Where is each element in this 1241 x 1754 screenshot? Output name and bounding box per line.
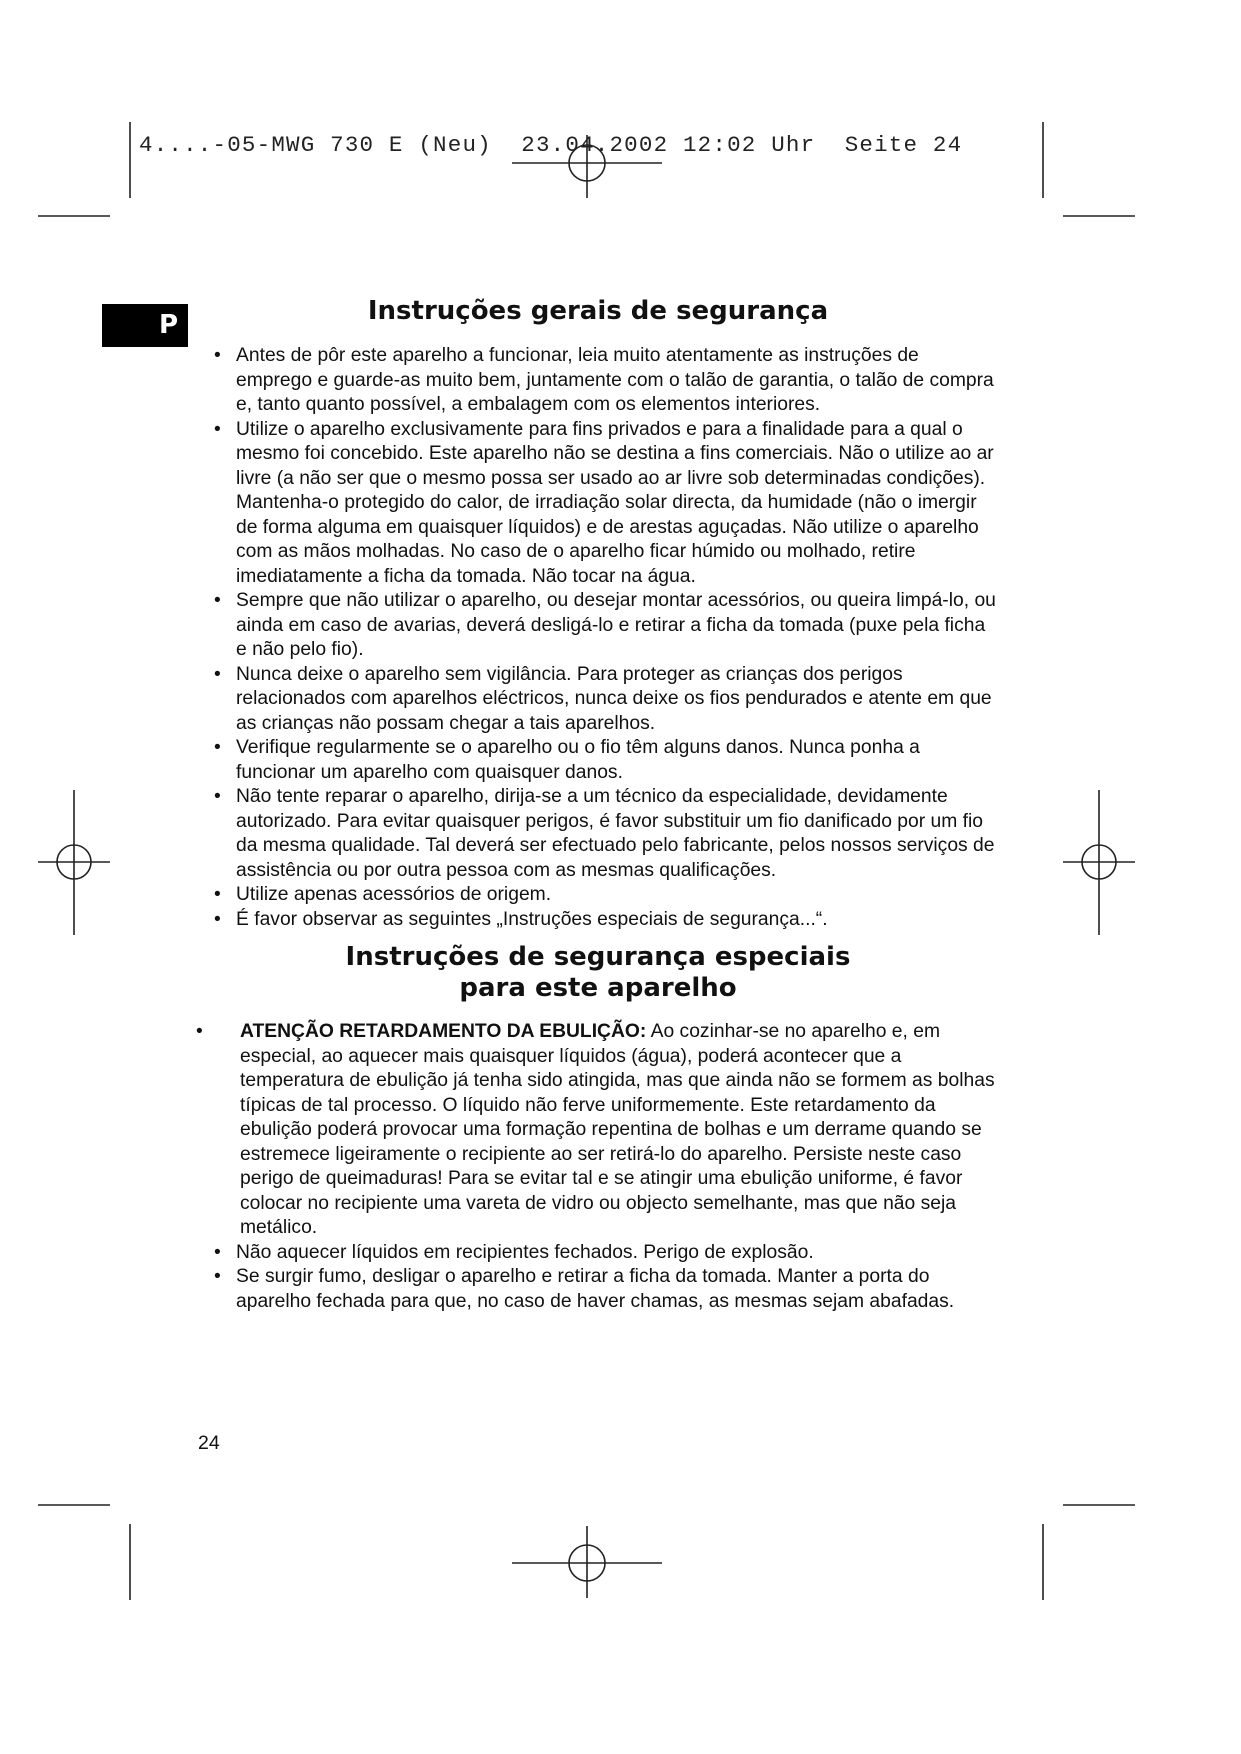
bullet: • <box>214 786 221 807</box>
list-item-text: Ao cozinhar-se no aparelho e, em especial, ao aquecer mais quaisquer líquidos (água), poderá acontecer que a temperatura de ebulição já tenha sido atingida, mas que ainda não se formem as bolhas típicas de tal processo. O líquido não ferve uniformemente. Este retardamento da ebulição poderá provocar uma formação repentina de bolhas e um derrame quando se estremece ligeiramente o recipiente ao ser retirá-lo do aparelho. Persiste neste caso perigo de queimaduras! Para se evitar tal e se atingir uma ebulição uniforme, é favor colocar no recipiente uma vareta de vidro ou objecto semelhante, mas que não seja metálico. <box>240 1021 995 1238</box>
list-item-text: Antes de pôr este aparelho a funcionar, leia muito atentamente as instruções de emprego e guarde-as muito bem, juntamente com o talão de garantia, o talão de compra e, tanto quanto possível, a embalagem com os elementos interiores. <box>236 345 994 415</box>
bullet: • <box>196 1021 203 1042</box>
registration-target-left <box>38 790 110 935</box>
list-item-text: É favor observar as seguintes „Instruções especiais de segurança...“. <box>236 908 828 930</box>
page-number: 24 <box>198 1432 220 1454</box>
bullet: • <box>214 663 221 685</box>
bullet: • <box>214 1241 221 1263</box>
bullet: • <box>214 737 221 758</box>
list-item-text: Se surgir fumo, desligar o aparelho e retirar a ficha da tomada. Manter a porta do aparelho fechada para que, no caso de haver chamas, as mesmas sejam abafadas. <box>236 1266 955 1312</box>
bullet: • <box>214 345 221 366</box>
list-item-text: Utilize apenas acessórios de origem. <box>236 884 552 905</box>
language-tab: P <box>102 304 188 347</box>
section-title-line: para este aparelho <box>459 973 737 1003</box>
list-item-text: Não aquecer líquidos em recipientes fechados. Perigo de explosão. <box>236 1241 814 1263</box>
registration-target-bottom <box>512 1526 662 1598</box>
bullet: • <box>214 908 221 930</box>
list-item-text: Não tente reparar o aparelho, dirija-se a um técnico da especialidade, devidamente autorizado. Para evitar quaisquer perigos, é favor substituir um fio danificado por um fio da mesma qualidade. Tal deverá ser efectuado pelo fabricante, pelos nossos serviços de assistência ou por outra pessoa com as mesmas qualificações. <box>236 786 995 881</box>
list-item-text: Verifique regularmente se o aparelho ou o fio têm alguns danos. Nunca ponha a funcionar um aparelho com quaisquer danos. <box>236 737 920 783</box>
section-title-line: Instruções de segurança especiais <box>345 942 851 972</box>
warning-label: ATENÇÃO RETARDAMENTO DA EBULIÇÃO: <box>240 1021 647 1042</box>
list-item-text: Nunca deixe o aparelho sem vigilância. Para proteger as crianças dos perigos relacionados com aparelhos eléctricos, nunca deixe os fios pendurados e atente em que as crianças não possam chegar a tais aparelhos. <box>236 663 992 734</box>
bullet: • <box>214 418 221 440</box>
list-item-text: Utilize o aparelho exclusivamente para fins privados e para a finalidade para a qual o mesmo foi concebido. Este aparelho não se destina a fins comerciais. Não o utilize ao ar livre (a não ser que o mesmo possa ser usado ao ar livre sob determinadas condições). Mantenha-o protegido do calor, de irradiação solar directa, da humidade (não o imergir de forma alguma em quaisquer líquidos) e de arestas aguçadas. Não utilize o aparelho com as mãos molhadas. No caso de o aparelho ficar húmido ou molhado, retire imediatamente a ficha da tomada. Não tocar na água. <box>236 418 994 587</box>
registration-target-right <box>1063 790 1135 935</box>
bullet: • <box>214 1266 221 1287</box>
list-item-text: Sempre que não utilizar o aparelho, ou desejar montar acessórios, ou queira limpá-lo, ou ainda em caso de avarias, deverá desligá-lo e retirar a ficha da tomada (puxe pela ficha e não pelo fio). <box>236 590 996 660</box>
bullet: • <box>214 590 221 611</box>
print-slug-header: 4....-05-MWG 730 E (Neu) 23.04.2002 12:02 Uhr Seite 24 <box>139 132 963 158</box>
section-title-line: Instruções gerais de segurança <box>367 296 829 326</box>
bullet: • <box>214 884 221 905</box>
